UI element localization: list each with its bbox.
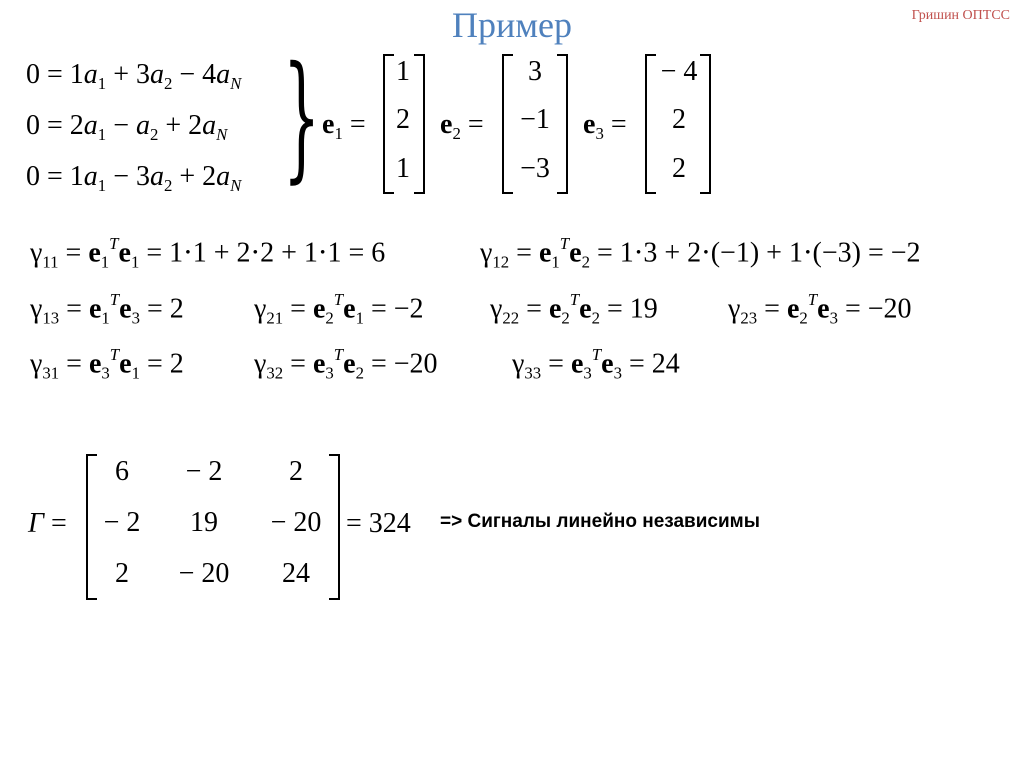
matrix-cell: − 20 <box>270 507 322 538</box>
vector-cell: 1 <box>396 56 410 87</box>
vector-cell: − 4 <box>660 56 698 87</box>
gamma-22-formula: $\gamma_{22} = e_2^Te_2 = 19$ <box>490 290 658 328</box>
matrix-cell: 2 <box>115 558 129 589</box>
gamma-33-formula: $\gamma_{33} = e_3^Te_3 = 24$ <box>512 345 680 383</box>
matrix-cell: 6 <box>115 456 129 487</box>
vector-cell: 2 <box>672 153 686 184</box>
matrix-cell: 2 <box>289 456 303 487</box>
vector-label: $e_2$ = <box>440 109 484 143</box>
vector-cell: −1 <box>520 104 550 135</box>
matrix-cell: 19 <box>190 507 218 538</box>
vector-cell: 1 <box>396 153 410 184</box>
gamma-23-formula: $\gamma_{23} = e_2^Te_3 = -20$ <box>728 290 912 328</box>
vector-label: $e_3$ = <box>583 109 627 143</box>
equation-row-2: $0 = 2a_1 - a_2 + 2a_N$ <box>26 110 228 144</box>
equation-row-3: $0 = 1a_1 - 3a_2 + 2a_N$ <box>26 161 242 195</box>
gamma-12-formula: $\gamma_{12} = e_1^Te_2 = 1\cdot 3 + 2\cdot(-1) + 1\cdot(-3) = -2$ <box>480 234 921 272</box>
gamma-21-formula: $\gamma_{21} = e_2^Te_1 = -2$ <box>254 290 424 328</box>
matrix-cell: 24 <box>282 558 310 589</box>
gamma-32-formula: $\gamma_{32} = e_3^Te_2 = -20$ <box>254 345 438 383</box>
conclusion-text: => Сигналы линейно независимы <box>440 511 760 532</box>
right-brace: } <box>283 36 321 197</box>
gamma-31-formula: $\gamma_{31} = e_3^Te_1 = 2$ <box>30 345 184 383</box>
author-label: Гришин ОПТСС <box>911 8 1010 23</box>
vector-cell: 2 <box>396 104 410 135</box>
matrix-cell: − 2 <box>185 456 223 487</box>
gamma-11-formula: $\gamma_{11} = e_1^Te_1 = 1\cdot 1 + 2\cdot 2 + 1\cdot 1 = 6$ <box>30 234 386 272</box>
determinant-value: = 324 <box>346 508 411 539</box>
matrix-cell: − 20 <box>178 558 230 589</box>
matrix-cell: − 2 <box>103 507 141 538</box>
vector-cell: 3 <box>528 56 542 87</box>
vector-cell: −3 <box>520 153 550 184</box>
vector-cell: 2 <box>672 104 686 135</box>
equation-row-1: $0 = 1a_1 + 3a_2 - 4a_N$ <box>26 59 242 93</box>
vector-label: $e_1$ = <box>322 109 366 143</box>
gram-symbol: Γ = <box>28 508 67 539</box>
gamma-13-formula: $\gamma_{13} = e_1^Te_3 = 2$ <box>30 290 184 328</box>
slide-title: Пример <box>451 5 573 45</box>
